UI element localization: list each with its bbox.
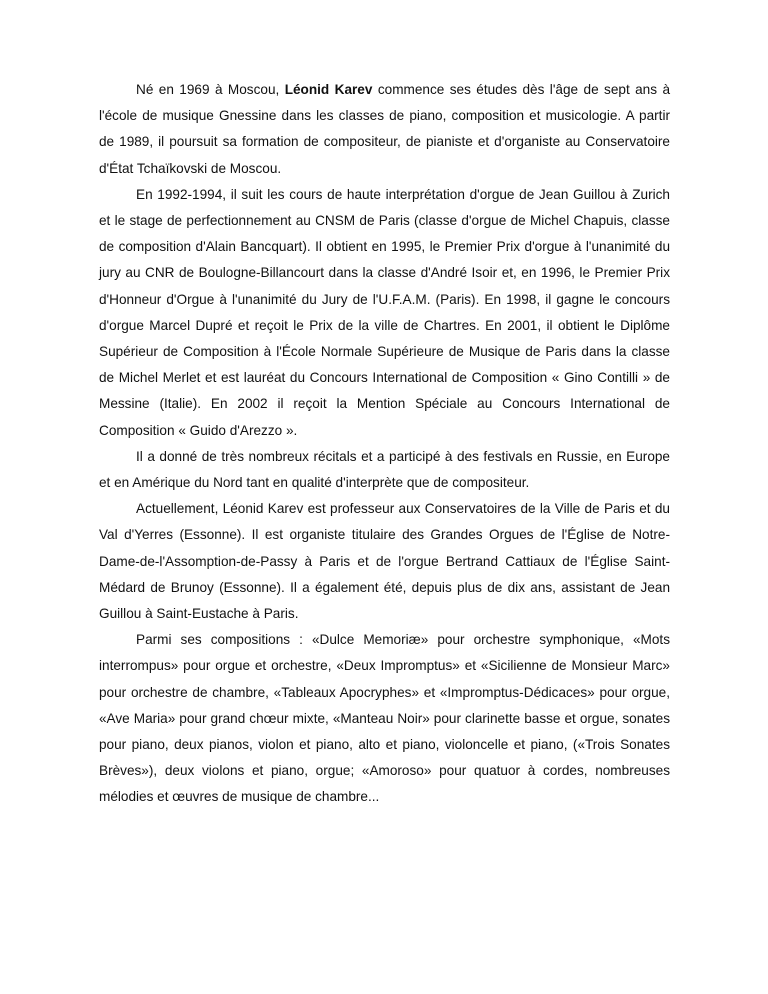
biography-paragraph-compositions: Parmi ses compositions : «Dulce Memoriæ» pour orchestre symphonique, «Mots interrompus» pour orgue et orchestre, «Deux Impromptus» et «Sicilienne de Monsieur Marc» pour orchestre de chambre, «Tableaux Apocryphes» et «Impromptus-Dédicaces» pour orgue, «Ave Maria» pour grand chœur mixte, «Manteau Noir» pour clarinette basse et orgue, sonates pour piano, deux pianos, violon et piano, alto et piano, violoncelle et piano, («Trois Sonates Brèves»), deux violons et piano, orgue; «Amoroso» pour quatuor à cordes, nombreuses mélodies et œuvres de musique de chambre... — [99, 632, 670, 805]
biography-paragraph-recitals: Il a donné de très nombreux récitals et a participé à des festivals en Russie, en Europe et en Amérique du Nord tant en qualité d'interprète que de compositeur. — [99, 448, 670, 491]
biography-paragraph-positions: Actuellement, Léonid Karev est professeur aux Conservatoires de la Ville de Paris et du Val d'Yerres (Essonne). Il est organiste titulaire des Grandes Orgues de l'Église de Notre-Dame-de-l'Assomption-de-Passy à Paris et de l'orgue Bertrand Cattiaux de l'Église Saint-Médard de Brunoy (Essonne). Il a également été, depuis plus de dix ans, assistant de Jean Guillou à Saint-Eustache à Paris. — [99, 501, 670, 622]
document-page — [99, 77, 670, 811]
composer-name: Léonid Karev — [284, 82, 373, 97]
biography-paragraph-intro — [99, 77, 670, 182]
intro-body-text: commence ses études dès l'âge de sept ans à l'école de musique Gnessine dans les classes de piano, composition et musicologie. A partir de 1989, il poursuit sa formation de compositeur, de pianiste et d'organiste au Conservatoire d'État Tchaïkovski de Moscou. — [99, 82, 670, 176]
biography-paragraph-studies: En 1992-1994, il suit les cours de haute interprétation d'orgue de Jean Guillou à Zurich et le stage de perfectionnement au CNSM de Paris (classe d'orgue de Michel Chapuis, classe de composition d'Alain Bancquart). Il obtient en 1995, le Premier Prix d'orgue à l'unanimité du jury au CNR de Boulogne-Billancourt dans la classe d'André Isoir et, en 1996, le Premier Prix d'Honneur d'Orgue à l'unanimité du Jury de l'U.F.A.M. (Paris). En 1998, il gagne le concours d'orgue Marcel Dupré et reçoit le Prix de la ville de Chartres. En 2001, il obtient le Diplôme Supérieur de Composition à l'École Normale Supérieure de Musique de Paris dans la classe de Michel Merlet et est lauréat du Concours International de Composition « Gino Contilli » de Messine (Italie). En 2002 il reçoit la Mention Spéciale au Concours International de Composition « Guido d'Arezzo ». — [99, 186, 670, 438]
intro-lead-text: Né en 1969 à Moscou, — [136, 82, 285, 97]
